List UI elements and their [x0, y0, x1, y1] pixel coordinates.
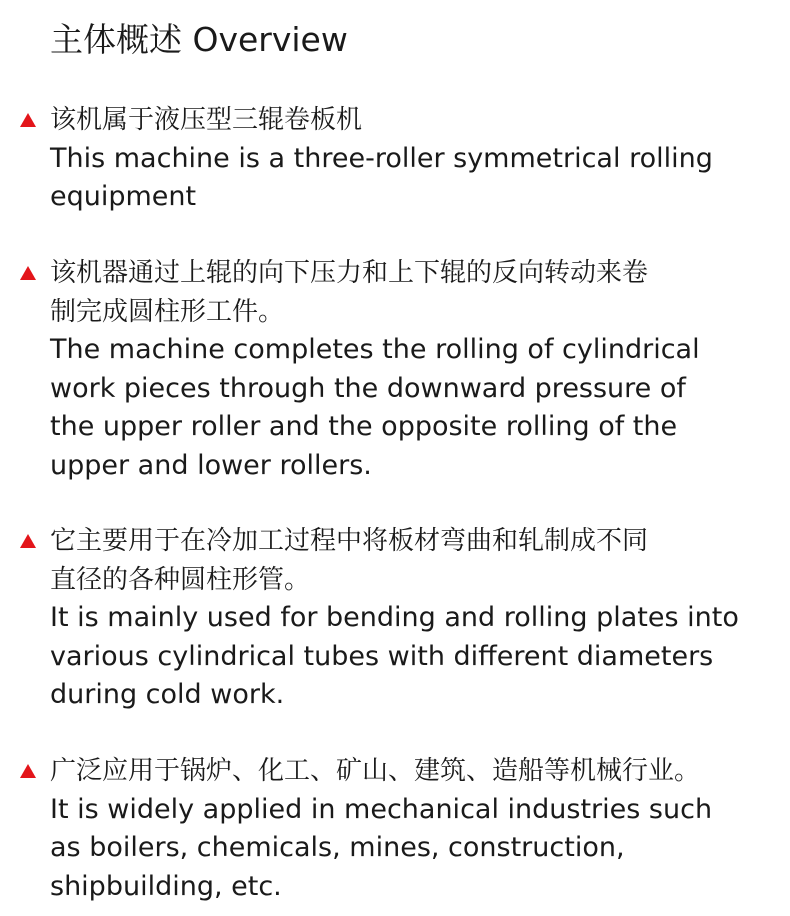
- item-3-chinese-line-2: 直径的各种圆柱形管。: [50, 564, 311, 595]
- item-1-chinese-line-1: 该机属于液压型三辊卷板机: [50, 105, 363, 135]
- item-2-english-line-4: upper and lower rollers.: [50, 449, 372, 481]
- item-3-english-line-2: various cylindrical tubes with different diameters: [50, 640, 714, 672]
- item-2-chinese-line-2: 制完成圆柱形工件。: [50, 296, 285, 327]
- item-4-english-line-2: as boilers, chemicals, mines, construction,: [50, 832, 625, 863]
- overview-item-4: [50, 752, 785, 906]
- overview-item-2: [50, 254, 785, 485]
- red-triangle-icon: [20, 764, 36, 778]
- page-title: 主体概述 Overview: [50, 20, 348, 59]
- item-3-english-line-1: It is mainly used for bending and rolling plates into: [50, 602, 739, 633]
- item-2-chinese-line-1: 该机器通过上辊的向下压力和上下辊的反向转动来卷: [50, 258, 649, 288]
- item-4-chinese-line-1: 广泛应用于锅炉、化工、矿山、建筑、造船等机械行业。: [50, 756, 701, 786]
- item-2-english-line-2: work pieces through the downward pressure of: [50, 372, 686, 404]
- item-4-english-line-1: It is widely applied in mechanical industries such: [50, 793, 713, 825]
- red-triangle-icon: [20, 266, 36, 280]
- overview-item-1: [50, 101, 785, 217]
- red-triangle-icon: [20, 534, 36, 548]
- item-3-english-line-3: during cold work.: [50, 679, 285, 710]
- item-4-english-line-3: shipbuilding, etc.: [50, 870, 282, 902]
- overview-item-3: [50, 522, 785, 715]
- item-2-english-line-3: the upper roller and the opposite rolling of the: [50, 411, 678, 442]
- item-1-english-line-2: equipment: [50, 181, 197, 212]
- item-3-chinese-line-1: 它主要用于在冷加工过程中将板材弯曲和轧制成不同: [50, 526, 649, 556]
- item-1-english-line-1: This machine is a three-roller symmetrical rolling: [50, 142, 713, 174]
- red-triangle-icon: [20, 113, 36, 127]
- item-2-english-line-1: The machine completes the rolling of cylindrical: [50, 334, 700, 365]
